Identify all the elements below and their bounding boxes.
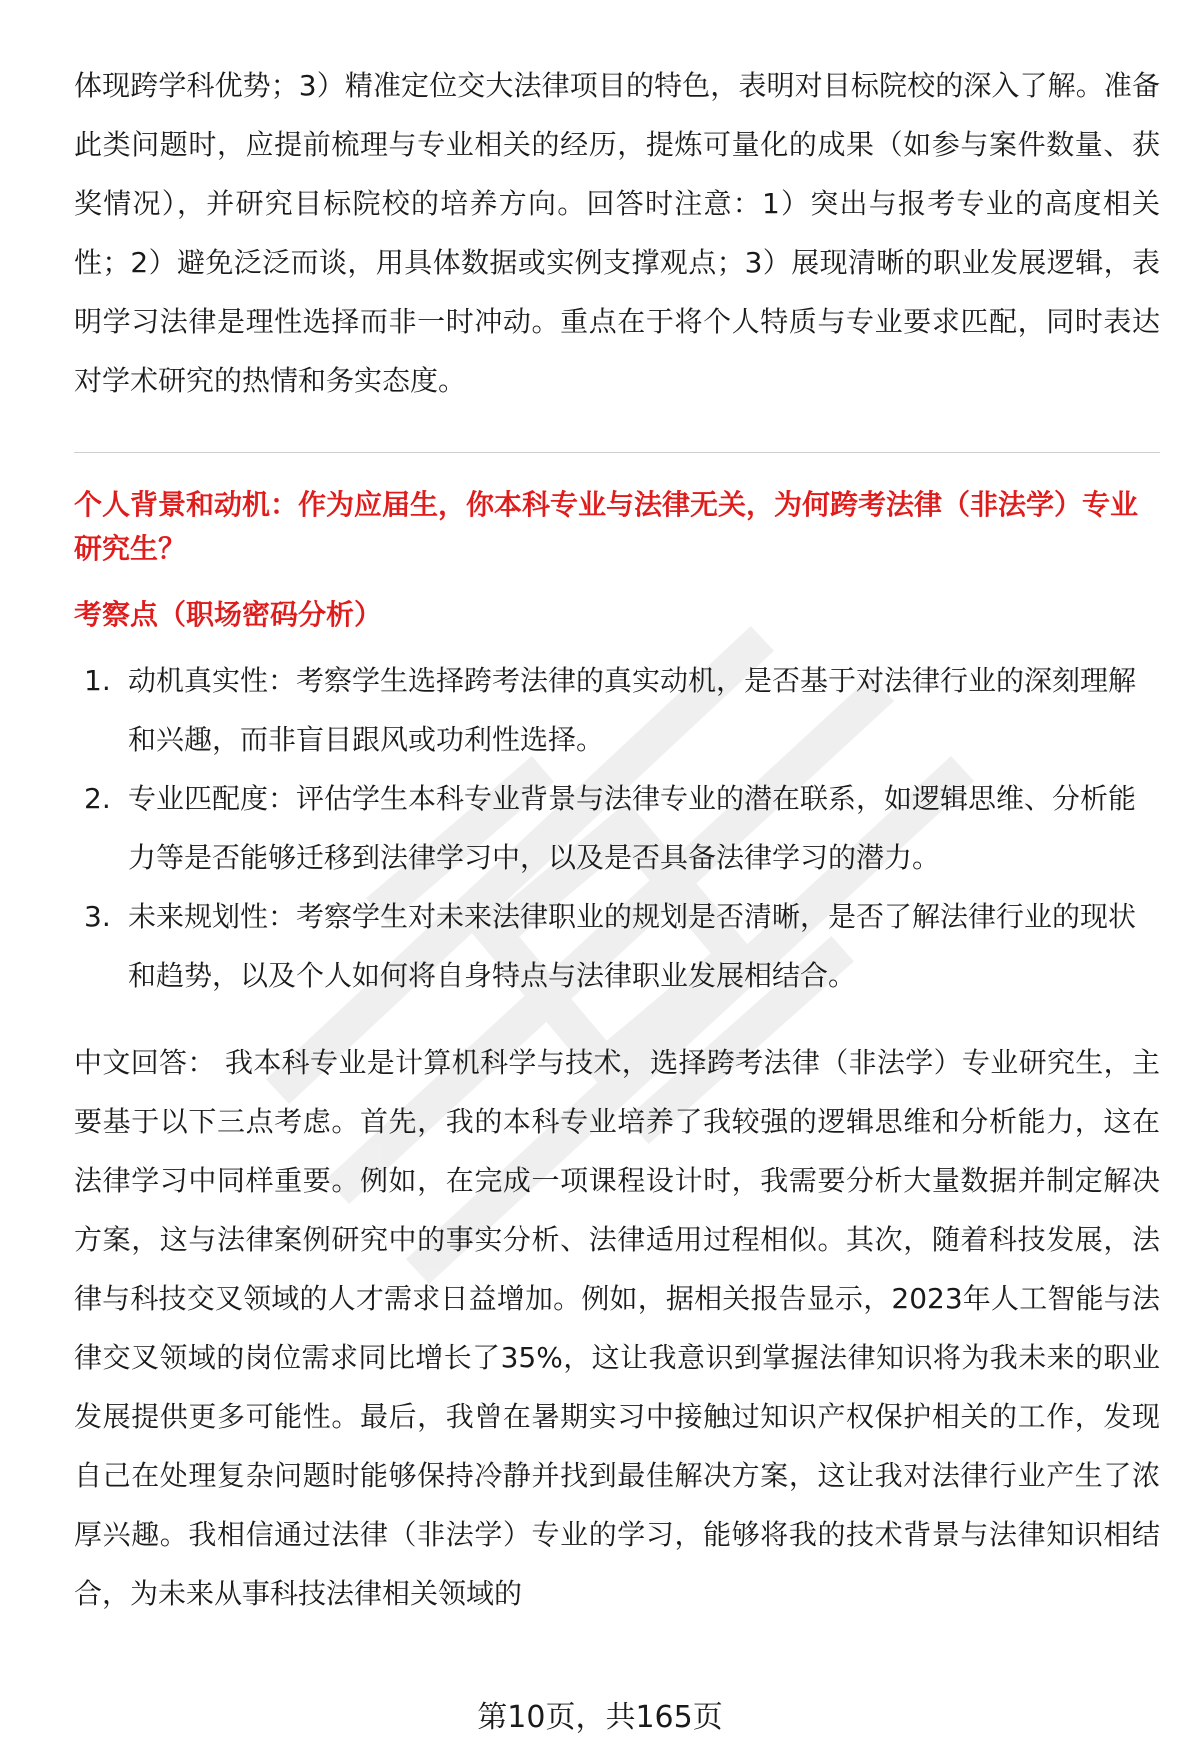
document-page bbox=[74, 56, 1160, 1623]
list-item-text: 专业匹配度：评估学生本科专业背景与法律专业的潜在联系，如逻辑思维、分析能力等是否能够迁移到法律学习中，以及是否具备法律学习的潜力。 bbox=[128, 782, 1137, 874]
list-item bbox=[74, 887, 1160, 1005]
list-item-number: 1. bbox=[84, 664, 111, 697]
list-item-number: 3. bbox=[84, 900, 111, 933]
list-item bbox=[74, 651, 1160, 769]
page-footer: 第10页，共165页 bbox=[477, 1700, 723, 1735]
list-item-text: 动机真实性：考察学生选择跨考法律的真实动机，是否基于对法律行业的深刻理解和兴趣，而非盲目跟风或功利性选择。 bbox=[128, 664, 1137, 756]
answer-paragraph: 中文回答： 我本科专业是计算机科学与技术，选择跨考法律（非法学）专业研究生，主要基于以下三点考虑。首先，我的本科专业培养了我较强的逻辑思维和分析能力，这在法律学习中同样重要。例如，在完成一项课程设计时，我需要分析大量数据并制定解决方案，这与法律案例研究中的事实分析、法律适用过程相似。其次，随着科技发展，法律与科技交叉领域的人才需求日益增加。例如，据相关报告显示，2023年人工智能与法律交叉领域的岗位需求同比增长了35%，这让我意识到掌握法律知识将为我未来的职业发展提供更多可能性。最后，我曾在暑期实习中接触过知识产权保护相关的工作，发现自己在处理复杂问题时能够保持冷静并找到最佳解决方案，这让我对法律行业产生了浓厚兴趣。我相信通过法律（非法学）专业的学习，能够将我的技术背景与法律知识相结合，为未来从事科技法律相关领域的 bbox=[74, 1046, 1160, 1610]
list-item bbox=[74, 769, 1160, 887]
list-item-number: 2. bbox=[84, 782, 111, 815]
assessment-points-heading: 考察点（职场密码分析） bbox=[74, 598, 383, 631]
intro-paragraph: 体现跨学科优势；3）精准定位交大法律项目的特色，表明对目标院校的深入了解。准备此类问题时，应提前梳理与专业相关的经历，提炼可量化的成果（如参与案件数量、获奖情况），并研究目标院校的培养方向。回答时注意：1）突出与报考专业的高度相关性；2）避免泛泛而谈，用具体数据或实例支撑观点；3）展现清晰的职业发展逻辑，表明学习法律是理性选择而非一时冲动。重点在于将个人特质与专业要求匹配，同时表达对学术研究的热情和务实态度。 bbox=[74, 69, 1160, 397]
section-divider bbox=[74, 452, 1160, 453]
list-item-text: 未来规划性：考察学生对未来法律职业的规划是否清晰，是否了解法律行业的现状和趋势，以及个人如何将自身特点与法律职业发展相结合。 bbox=[128, 900, 1137, 992]
assessment-points-list bbox=[74, 651, 1160, 1005]
question-heading: 个人背景和动机：作为应届生，你本科专业与法律无关，为何跨考法律（非法学）专业研究生？ bbox=[74, 488, 1139, 565]
